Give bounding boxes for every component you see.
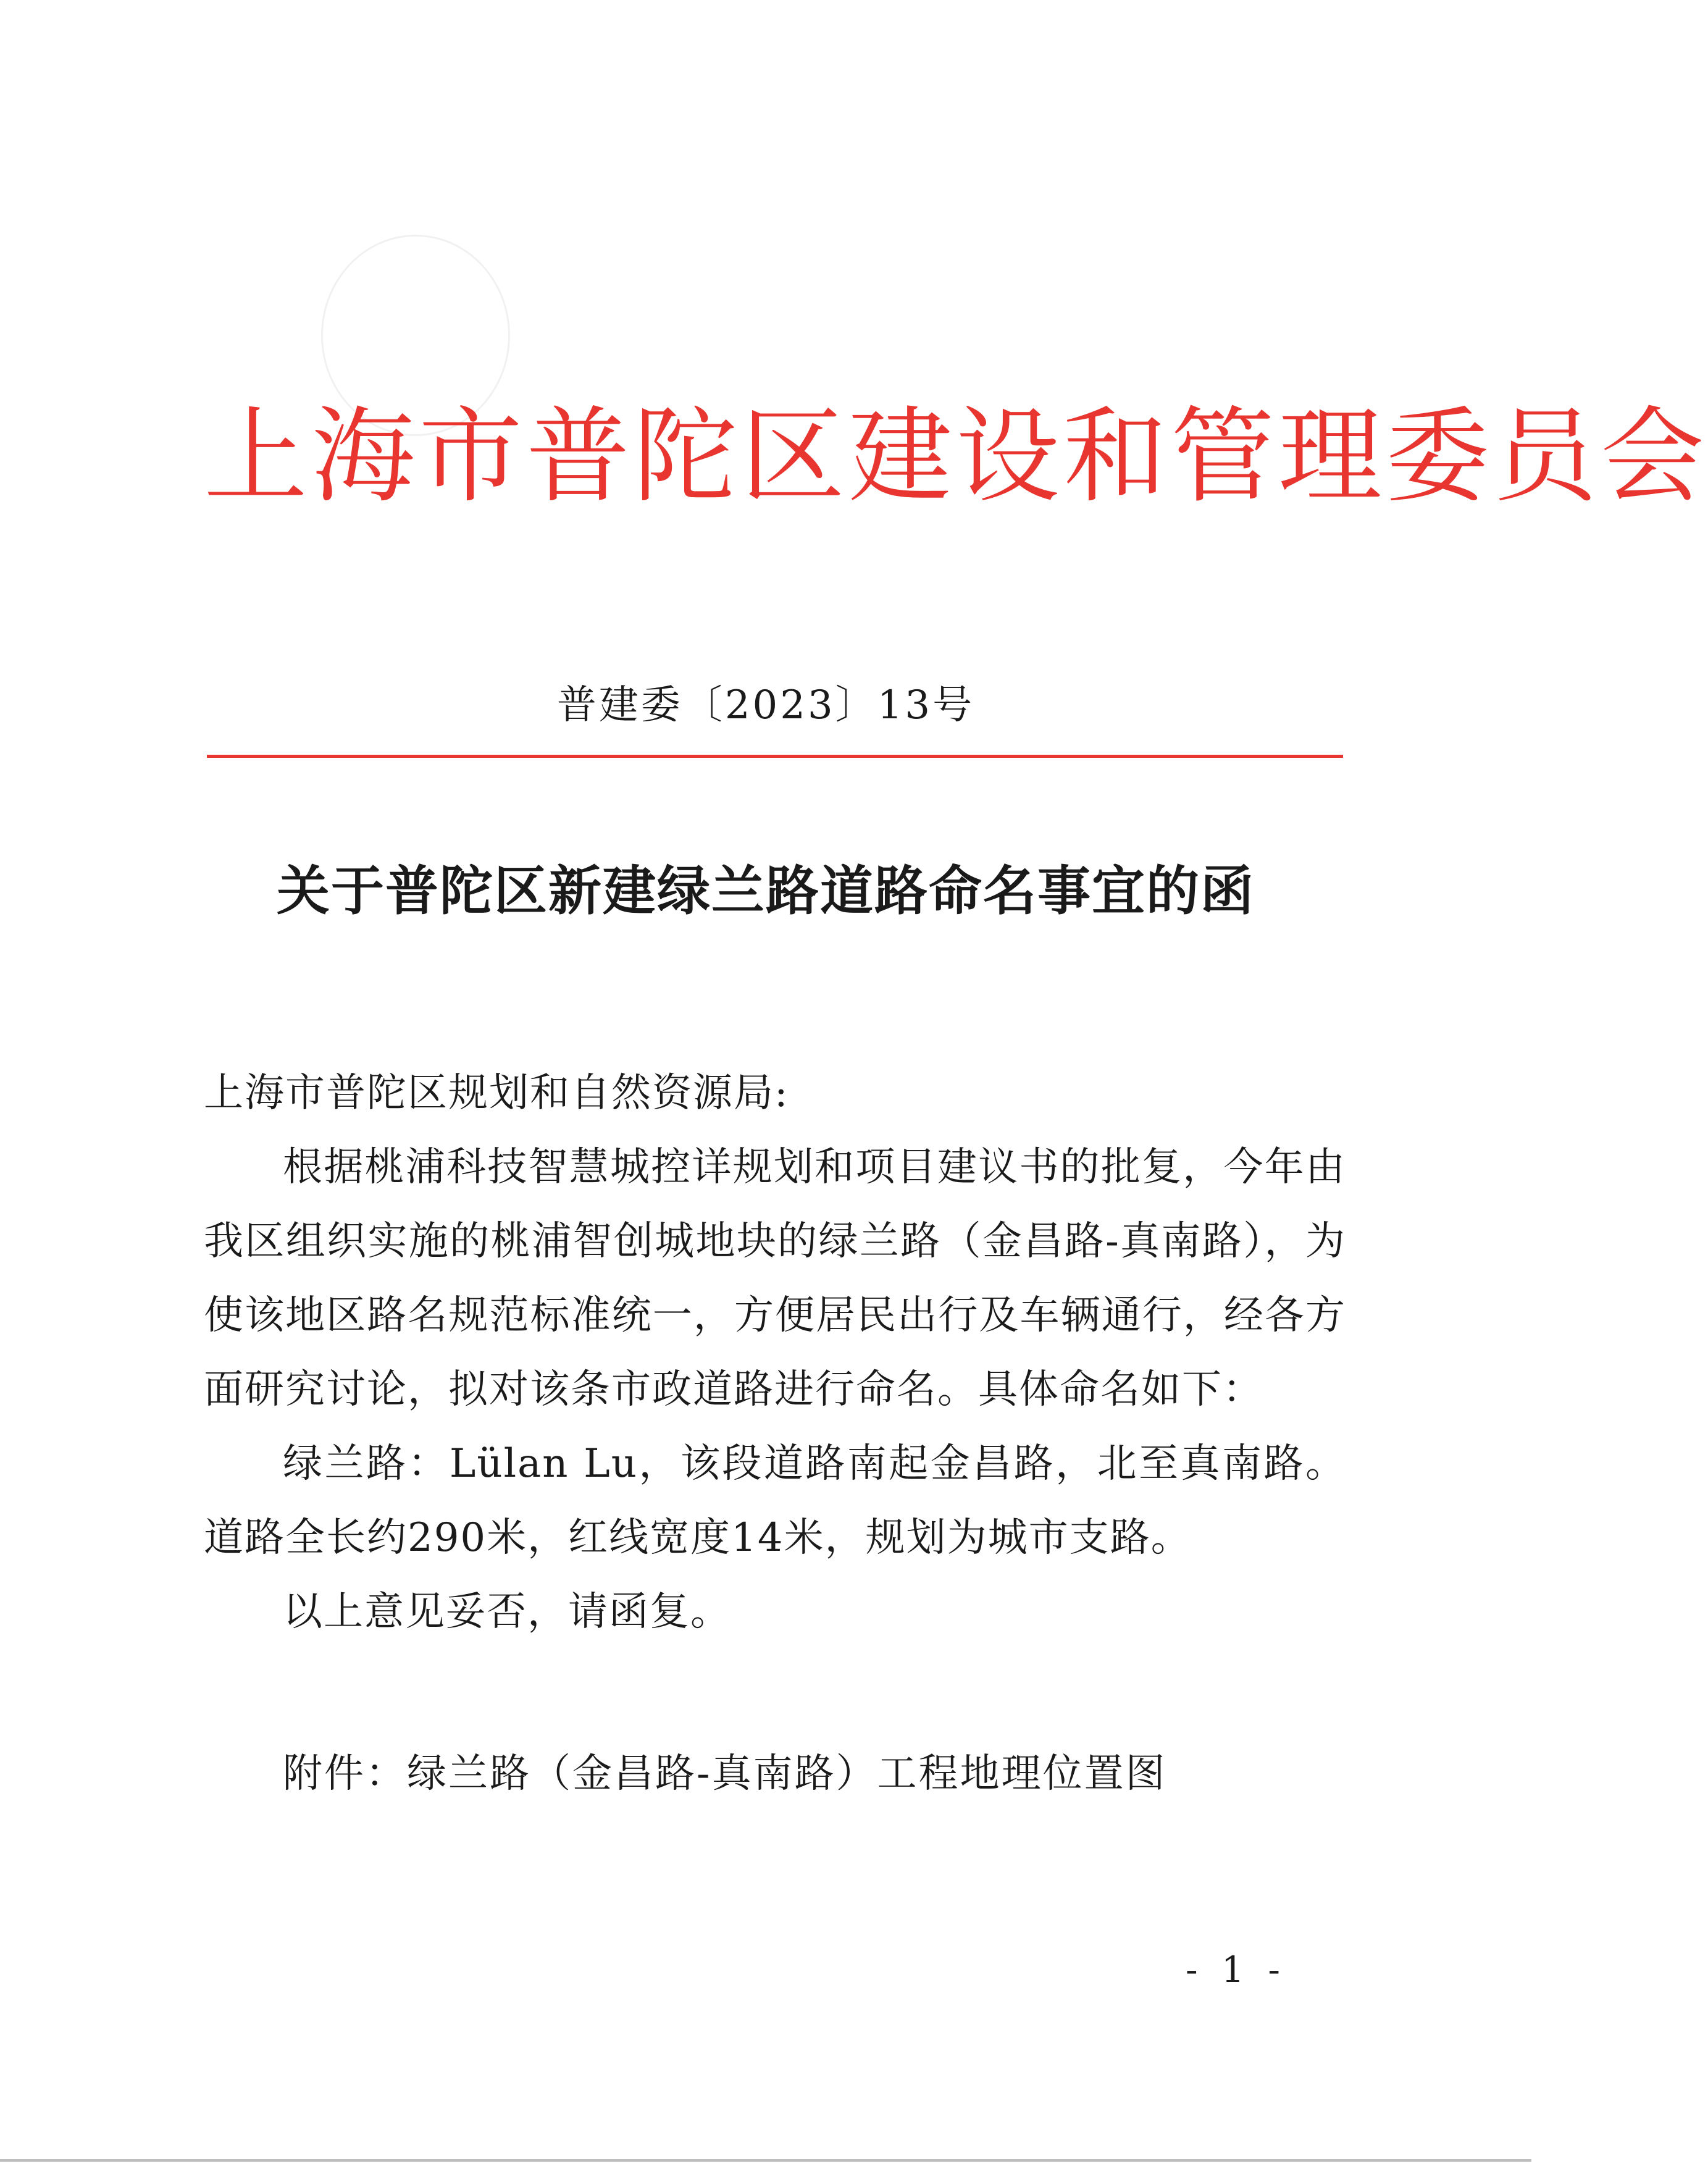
letter-body bbox=[204, 1056, 1346, 1649]
letterhead-organization: 上海市普陀区建设和管理委员会 bbox=[204, 396, 1708, 517]
page-number: - 1 - bbox=[1186, 1949, 1286, 1991]
scan-bottom-edge bbox=[0, 2159, 1531, 2162]
red-divider-line bbox=[207, 755, 1343, 758]
body-paragraph: 绿兰路：Lülan Lu，该段道路南起金昌路，北至真南路。道路全长约290米，红线宽度14米，规划为城市支路。 bbox=[204, 1441, 1346, 1561]
body-paragraph: 根据桃浦科技智慧城控详规划和项目建议书的批复，今年由我区组织实施的桃浦智创城地块的绿兰路（金昌路-真南路），为使该地区路名规范标准统一，方便居民出行及车辆通行，经各方面研究讨论，拟对该条市政道路进行命名。具体命名如下： bbox=[204, 1144, 1346, 1413]
document-title: 关于普陀区新建绿兰路道路命名事宜的函 bbox=[277, 860, 1255, 922]
document-number: 普建委〔2023〕13号 bbox=[556, 682, 975, 728]
body-paragraph: 以上意见妥否，请函复。 bbox=[283, 1589, 731, 1635]
attachment-note: 附件：绿兰路（金昌路-真南路）工程地理位置图 bbox=[283, 1751, 1167, 1797]
salutation: 上海市普陀区规划和自然资源局: bbox=[204, 1070, 789, 1116]
